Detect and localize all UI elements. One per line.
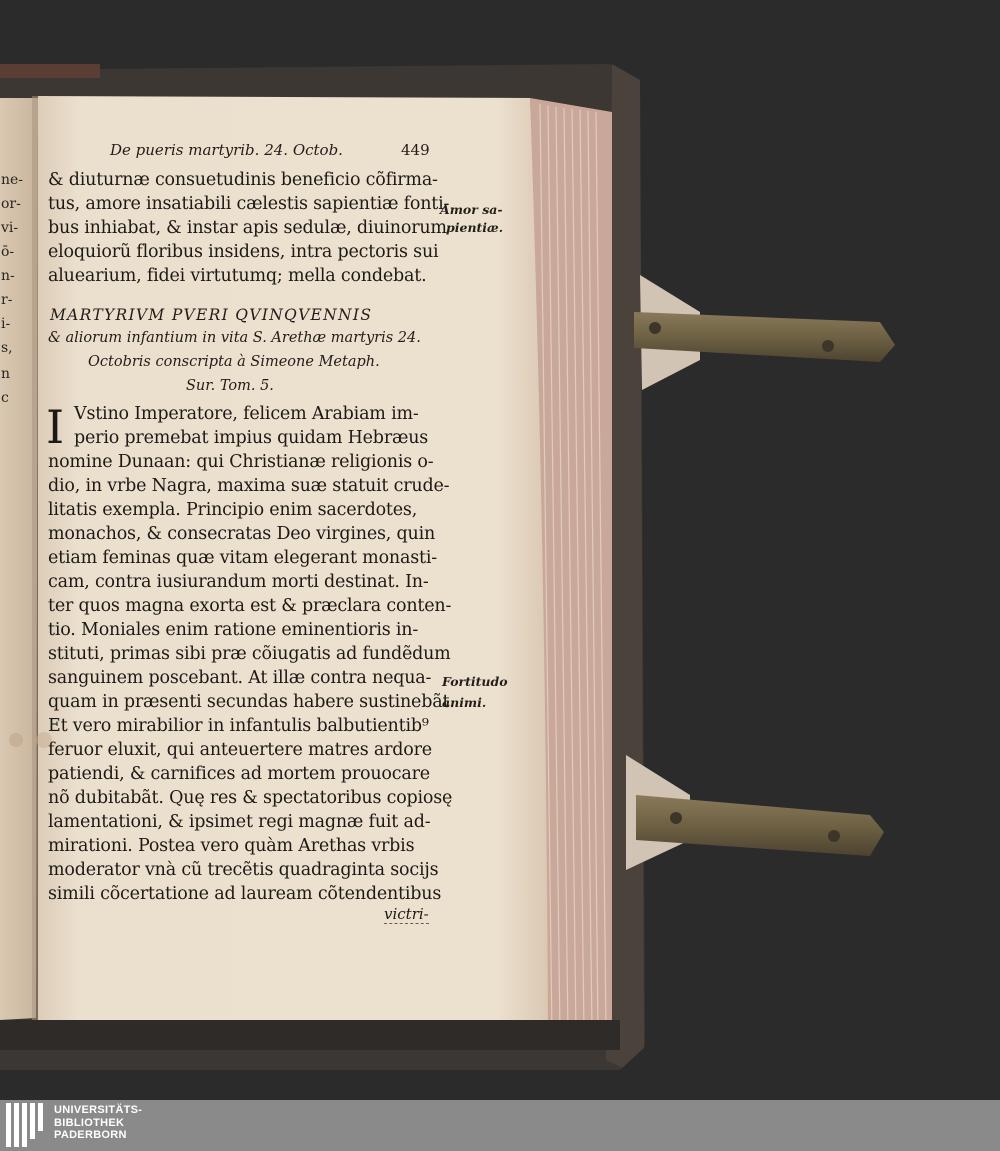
text-line: nõ dubitabãt. Quę res & spectatoribus copiosę: [48, 788, 453, 808]
text-line: nomine Dunaan: qui Christianæ religionis o-: [48, 452, 434, 472]
text-line: etiam feminas quæ vitam elegerant monasti-: [48, 548, 437, 568]
text-line: cam, contra iusiurandum morti destinat. In-: [48, 572, 429, 592]
text-line: Vstino Imperatore, felicem Arabiam im-: [74, 404, 419, 424]
left-page-fragment: ne-: [1, 172, 24, 188]
text-line: feruor eluxit, qui anteuertere matres ardore: [48, 740, 432, 760]
section-source: Sur. Tom. 5.: [186, 378, 274, 394]
text-line: Et vero mirabilior in infantulis balbutientib⁹: [48, 716, 429, 736]
margin-note: pientiæ.: [446, 220, 504, 235]
margin-note: Amor sa-: [440, 202, 503, 217]
clasp-bottom: [626, 755, 884, 870]
text-line: eloquiorũ floribus insidens, intra pectoris sui: [48, 242, 439, 262]
left-page-fragment: r-: [1, 292, 13, 308]
text-line: dio, in vrbe Nagra, maxima suæ statuit crude-: [48, 476, 450, 496]
text-line: bus inhiabat, & instar apis sedulæ, diuinorum: [48, 218, 447, 238]
left-page-fragment: n-: [1, 268, 15, 284]
footer-bar: [0, 1100, 1000, 1151]
clasp-top: [634, 275, 895, 390]
section-heading: MARTYRIVM PVERI QVINQVENNIS: [50, 306, 373, 324]
left-page-fragment: c: [1, 390, 9, 406]
text-line: stituti, primas sibi præ cõiugatis ad fundẽdum: [48, 644, 451, 664]
running-head: De pueris martyrib. 24. Octob.: [110, 141, 343, 159]
library-name-line: BIBLIOTHEK: [54, 1116, 125, 1129]
left-page-fragment: i-: [1, 316, 11, 332]
catchword: victri-: [384, 905, 429, 923]
left-page-fragment: or-: [1, 196, 21, 212]
text-line: lamentationi, & ipsimet regi magnæ fuit ad-: [48, 812, 431, 832]
library-name-line: UNIVERSITÄTS-: [54, 1104, 143, 1116]
margin-note: Fortitudo: [442, 674, 508, 689]
text-line: tio. Moniales enim ratione eminentioris in-: [48, 620, 419, 640]
library-name: [54, 1104, 142, 1142]
text-line: mirationi. Postea vero quàm Arethas vrbis: [48, 836, 415, 856]
text-line: quam in præsenti secundas habere sustinebãt.: [48, 692, 455, 712]
margin-note: animi.: [442, 695, 487, 710]
library-logo-icon: [6, 1103, 50, 1147]
page-number: 449: [401, 141, 430, 159]
left-page-fragment: n: [1, 366, 11, 382]
library-name-line: PADERBORN: [54, 1129, 127, 1141]
section-subheading: & aliorum infantium in vita S. Arethæ martyris 24.: [48, 330, 421, 346]
text-line: litatis exempla. Principio enim sacerdotes,: [48, 500, 418, 520]
text-line: tus, amore insatiabili cælestis sapientiæ fonti-: [48, 194, 450, 214]
drop-cap: I: [46, 400, 65, 454]
text-line: moderator vnà cũ trecẽtis quadraginta socijs: [48, 860, 439, 880]
text-line: & diuturnæ consuetudinis beneficio cõfirma-: [48, 170, 438, 190]
text-line: monachos, & consecratas Deo virgines, quin: [48, 524, 436, 544]
left-page-fragment: ō-: [1, 244, 15, 260]
section-subheading: Octobris conscripta à Simeone Metaph.: [88, 354, 380, 370]
left-page-fragment: s,: [1, 340, 13, 356]
left-page-fragment: vi-: [1, 220, 19, 236]
text-line: sanguinem poscebant. At illæ contra nequa-: [48, 668, 432, 688]
text-line: aluearium, fidei virtutumq; mella condebat.: [48, 266, 427, 286]
text-line: ter quos magna exorta est & præclara conten-: [48, 596, 452, 616]
text-line: patiendi, & carnifices ad mortem prouocare: [48, 764, 430, 784]
headband: [0, 64, 100, 78]
text-line: perio premebat impius quidam Hebræus: [74, 428, 429, 448]
text-line: simili cõcertatione ad lauream cõtendentibus: [48, 884, 442, 904]
